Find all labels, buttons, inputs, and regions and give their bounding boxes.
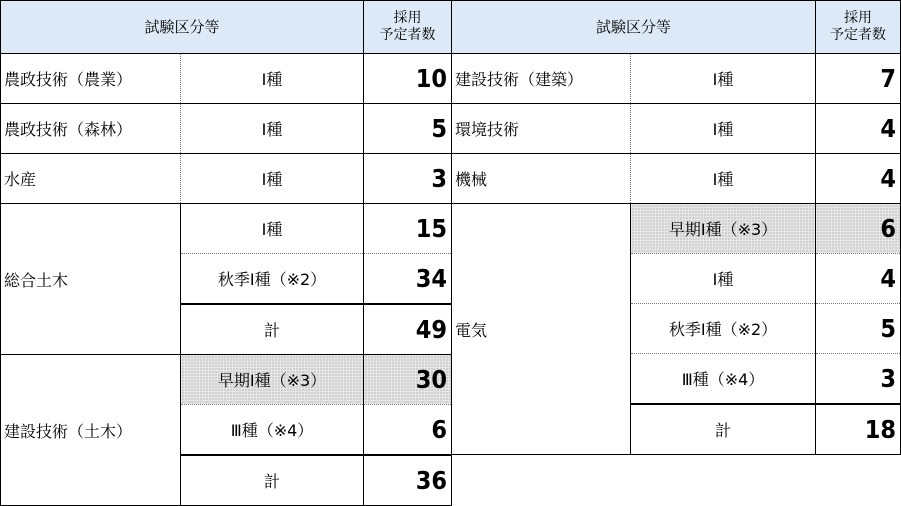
- table-row: [452, 54, 901, 104]
- count-cell: 4: [816, 254, 901, 304]
- category-cell: 機械: [452, 154, 631, 204]
- count-cell: 3: [816, 354, 901, 405]
- exam-cell: Ⅰ種: [631, 104, 816, 154]
- exam-cell: Ⅰ種: [631, 54, 816, 104]
- exam-cell: Ⅰ種: [181, 104, 364, 154]
- count-cell: 10: [364, 54, 452, 104]
- header-row: [452, 1, 901, 54]
- table-row: [452, 154, 901, 204]
- category-cell: 電気: [452, 204, 631, 455]
- table-row: [1, 104, 452, 154]
- total-exam-cell: 計: [631, 404, 816, 455]
- category-cell: 農政技術（森林）: [1, 104, 181, 154]
- category-cell: 農政技術（農業）: [1, 54, 181, 104]
- table-row: [452, 204, 901, 254]
- table-row: [1, 355, 452, 405]
- count-cell: 15: [364, 204, 452, 254]
- count-header: [364, 1, 452, 54]
- table-row: [452, 104, 901, 154]
- count-cell: 4: [816, 154, 901, 204]
- count-header: [816, 1, 901, 54]
- exam-cell: 早期Ⅰ種（※3）: [181, 355, 364, 405]
- count-cell: 5: [816, 304, 901, 354]
- count-cell: 7: [816, 54, 901, 104]
- count-header-line1: 採用: [844, 10, 873, 26]
- total-count-cell: 36: [364, 455, 452, 506]
- count-cell: 6: [364, 405, 452, 456]
- category-cell: 建設技術（土木）: [1, 355, 181, 506]
- count-cell: 3: [364, 154, 452, 204]
- category-cell: 水産: [1, 154, 181, 204]
- exam-cell: 秋季Ⅰ種（※2）: [631, 304, 816, 354]
- exam-cell: Ⅲ種（※4）: [181, 405, 364, 456]
- table-row: [1, 204, 452, 254]
- exam-cell: 秋季Ⅰ種（※2）: [181, 254, 364, 305]
- exam-cell: Ⅰ種: [631, 154, 816, 204]
- count-cell: 30: [364, 355, 452, 405]
- category-header: 試験区分等: [452, 1, 816, 54]
- category-cell: 総合土木: [1, 204, 181, 355]
- exam-cell: Ⅰ種: [631, 254, 816, 304]
- count-cell: 5: [364, 104, 452, 154]
- count-header-line2: 予定者数: [379, 27, 436, 43]
- count-header-line2: 予定者数: [830, 27, 887, 43]
- exam-cell: Ⅰ種: [181, 204, 364, 254]
- header-row: [1, 1, 452, 54]
- category-header: 試験区分等: [1, 1, 364, 54]
- exam-cell: Ⅲ種（※4）: [631, 354, 816, 405]
- category-cell: 環境技術: [452, 104, 631, 154]
- exam-cell: Ⅰ種: [181, 54, 364, 104]
- category-cell: 建設技術（建築）: [452, 54, 631, 104]
- recruitment-table-right: [451, 0, 901, 455]
- exam-cell: 早期Ⅰ種（※3）: [631, 204, 816, 254]
- count-cell: 6: [816, 204, 901, 254]
- total-count-cell: 49: [364, 304, 452, 355]
- count-header-line1: 採用: [393, 10, 422, 26]
- total-count-cell: 18: [816, 404, 901, 455]
- exam-cell: Ⅰ種: [181, 154, 364, 204]
- count-cell: 34: [364, 254, 452, 305]
- count-cell: 4: [816, 104, 901, 154]
- total-exam-cell: 計: [181, 304, 364, 355]
- table-row: [1, 54, 452, 104]
- table-row: [1, 154, 452, 204]
- total-exam-cell: 計: [181, 455, 364, 506]
